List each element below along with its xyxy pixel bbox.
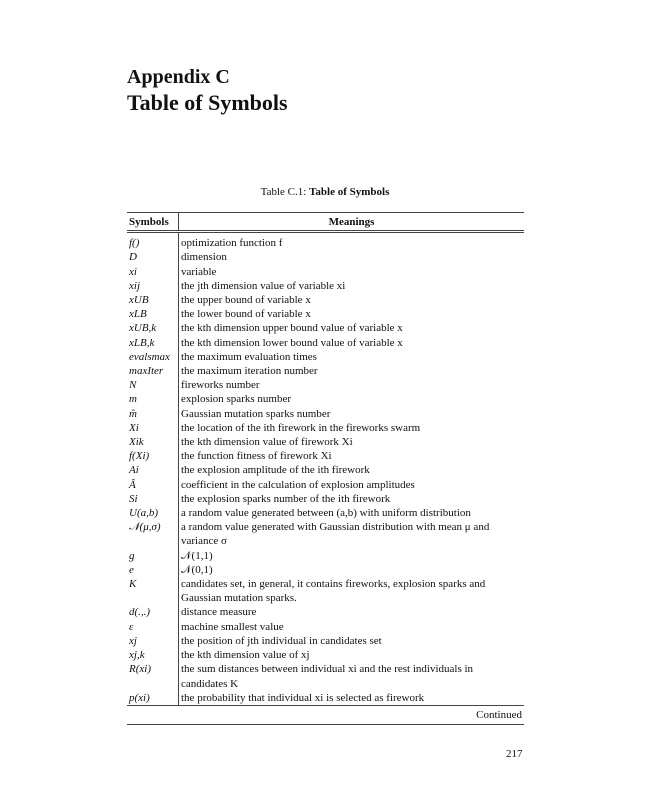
meaning-cell: dimension bbox=[181, 251, 227, 264]
symbol-cell: D bbox=[127, 250, 179, 264]
chapter-heading bbox=[127, 66, 288, 116]
meaning-cell: the function fitness of firework Xi bbox=[181, 450, 332, 463]
meaning-cell: the maximum evaluation times bbox=[181, 350, 317, 363]
symbol-cell: xj,k bbox=[127, 648, 179, 662]
meaning-cell: the position of jth individual in candidates set bbox=[181, 634, 382, 647]
meaning-cell: the explosion sparks number of the ith firework bbox=[181, 492, 391, 505]
meaning-cell: the upper bound of variable x bbox=[181, 294, 311, 307]
symbol-cell: 𝒩(μ,σ) bbox=[127, 520, 179, 548]
symbol-cell: f(Xi) bbox=[127, 449, 179, 463]
symbol-cell: maxIter bbox=[127, 364, 179, 378]
table-row bbox=[127, 648, 524, 662]
symbol-cell: f() bbox=[127, 232, 179, 251]
table-row bbox=[127, 563, 524, 577]
table-caption bbox=[0, 186, 650, 198]
meaning-cell: fireworks number bbox=[181, 379, 260, 392]
symbol-cell: p(xi) bbox=[127, 691, 179, 706]
meaning-cell: variable bbox=[181, 265, 217, 278]
symbol-cell: m̂ bbox=[127, 407, 179, 421]
table-row bbox=[127, 321, 524, 335]
table-row bbox=[127, 279, 524, 293]
symbol-cell: g bbox=[127, 549, 179, 563]
caption-title: Table of Symbols bbox=[309, 186, 390, 198]
table-row bbox=[127, 435, 524, 449]
meaning-cell: a random value generated between (a,b) with uniform distribution bbox=[181, 507, 471, 520]
symbol-cell: U(a,b) bbox=[127, 506, 179, 520]
meaning-cell: the kth dimension value of firework Xi bbox=[181, 436, 353, 449]
table-row bbox=[127, 620, 524, 634]
symbol-cell: Xi bbox=[127, 421, 179, 435]
symbol-cell: xij bbox=[127, 279, 179, 293]
meaning-cell: the kth dimension upper bound value of variable x bbox=[181, 322, 403, 335]
meaning-cell: explosion sparks number bbox=[181, 393, 291, 406]
table-row bbox=[127, 392, 524, 406]
symbol-cell: Â bbox=[127, 478, 179, 492]
meaning-cell: the lower bound of variable x bbox=[181, 308, 311, 321]
symbol-cell: e bbox=[127, 563, 179, 577]
meaning-cell: the location of the ith firework in the fireworks swarm bbox=[181, 421, 421, 434]
table-footer-row bbox=[127, 705, 524, 724]
meaning-cell: candidates set, in general, it contains fireworks, explosion sparks and Gaussian mutation sparks. bbox=[181, 578, 486, 605]
meaning-cell: the explosion amplitude of the ith firework bbox=[181, 464, 370, 477]
meaning-cell: the kth dimension value of xj bbox=[181, 649, 310, 662]
symbol-cell: N bbox=[127, 378, 179, 392]
symbol-cell: Ai bbox=[127, 463, 179, 477]
table-row bbox=[127, 407, 524, 421]
page-title: Table of Symbols bbox=[127, 90, 288, 115]
caption-prefix: Table C.1: bbox=[260, 186, 310, 198]
meaning-cell: distance measure bbox=[181, 606, 257, 619]
symbol-cell: evalsmax bbox=[127, 350, 179, 364]
continued-label: Continued bbox=[127, 705, 524, 724]
table-row bbox=[127, 492, 524, 506]
table-row bbox=[127, 549, 524, 563]
table-row bbox=[127, 662, 524, 690]
symbol-cell: xUB bbox=[127, 293, 179, 307]
header-symbols: Symbols bbox=[127, 213, 179, 232]
table-row bbox=[127, 293, 524, 307]
table-row bbox=[127, 378, 524, 392]
meaning-cell: optimization function f bbox=[181, 237, 283, 250]
table-row bbox=[127, 449, 524, 463]
table-row bbox=[127, 605, 524, 619]
symbol-cell: xLB bbox=[127, 307, 179, 321]
symbol-cell: xLB,k bbox=[127, 336, 179, 350]
table-row bbox=[127, 691, 524, 706]
table-row bbox=[127, 506, 524, 520]
page-number: 217 bbox=[506, 748, 523, 760]
table-header-row bbox=[127, 213, 524, 232]
symbol-cell: K bbox=[127, 577, 179, 605]
appendix-label: Appendix C bbox=[127, 66, 230, 88]
meaning-cell: a random value generated with Gaussian distribution with mean μ and variance σ bbox=[181, 521, 490, 548]
table-row bbox=[127, 634, 524, 648]
symbol-cell: Xik bbox=[127, 435, 179, 449]
table-row bbox=[127, 463, 524, 477]
symbol-cell: d(.,.) bbox=[127, 605, 179, 619]
meaning-cell: the maximum iteration number bbox=[181, 365, 318, 378]
table-row bbox=[127, 364, 524, 378]
header-meanings: Meanings bbox=[179, 213, 525, 232]
meaning-cell: machine smallest value bbox=[181, 620, 284, 633]
meaning-cell: the jth dimension value of variable xi bbox=[181, 279, 346, 292]
meaning-cell: 𝒩(1,1) bbox=[181, 549, 213, 562]
table-row bbox=[127, 336, 524, 350]
table-row bbox=[127, 478, 524, 492]
table-row bbox=[127, 250, 524, 264]
table-row bbox=[127, 520, 524, 548]
symbol-cell: xj bbox=[127, 634, 179, 648]
meaning-cell: the sum distances between individual xi and the rest individuals in candidates K bbox=[181, 663, 474, 690]
table-body bbox=[127, 232, 524, 706]
symbol-cell: m bbox=[127, 392, 179, 406]
table-row bbox=[127, 421, 524, 435]
table-row bbox=[127, 577, 524, 605]
symbols-table bbox=[127, 212, 524, 725]
symbol-cell: xUB,k bbox=[127, 321, 179, 335]
table-row bbox=[127, 350, 524, 364]
table-row bbox=[127, 307, 524, 321]
symbol-cell: Si bbox=[127, 492, 179, 506]
meaning-cell: the kth dimension lower bound value of variable x bbox=[181, 336, 403, 349]
symbol-cell: ε bbox=[127, 620, 179, 634]
table-row bbox=[127, 265, 524, 279]
table-row bbox=[127, 232, 524, 251]
meaning-cell: Gaussian mutation sparks number bbox=[181, 407, 331, 420]
symbol-cell: xi bbox=[127, 265, 179, 279]
meaning-cell: 𝒩(0,1) bbox=[181, 563, 213, 576]
meaning-cell: coefficient in the calculation of explosion amplitudes bbox=[181, 478, 415, 491]
symbol-cell: R(xi) bbox=[127, 662, 179, 690]
meaning-cell: the probability that individual xi is selected as firework bbox=[181, 691, 425, 704]
